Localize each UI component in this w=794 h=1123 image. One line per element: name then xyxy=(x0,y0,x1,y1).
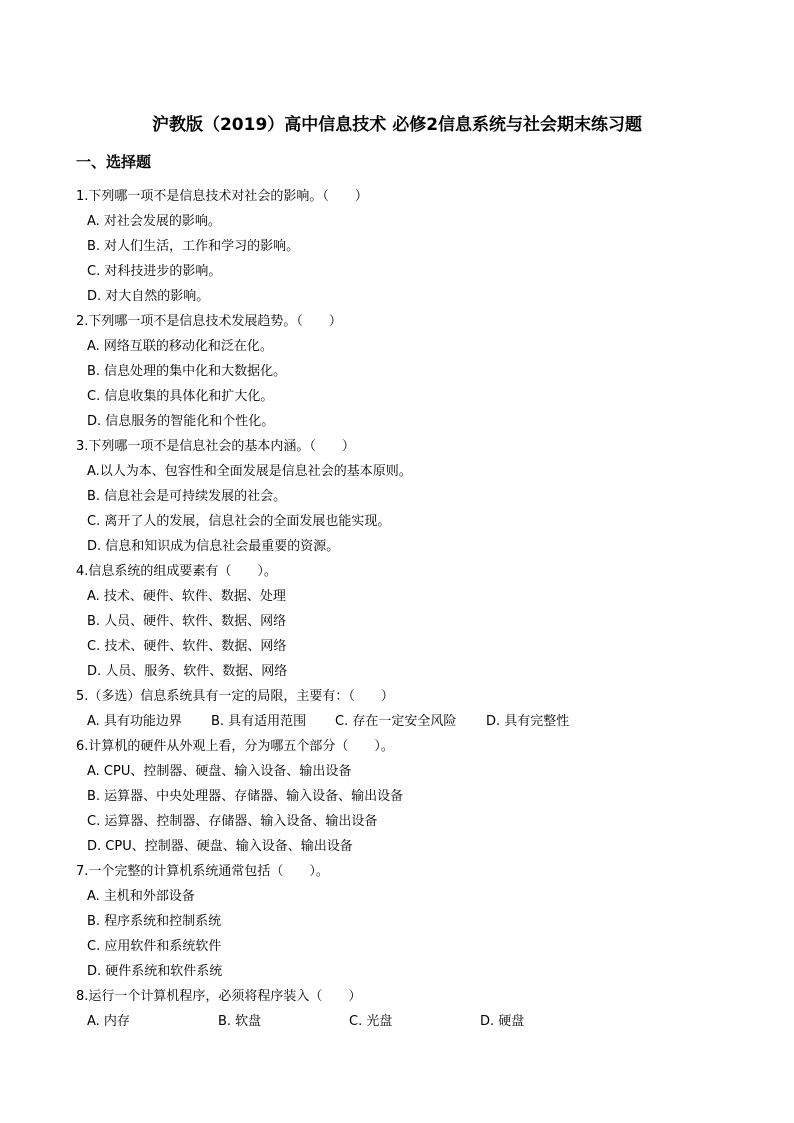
option-6c: C. 运算器、控制器、存储器、输入设备、输出设备 xyxy=(87,814,378,829)
question-list xyxy=(76,184,736,1034)
question-5: 5.（多选）信息系统具有一定的局限，主要有：（ ） xyxy=(76,689,394,704)
option-2b: B. 信息处理的集中化和大数据化。 xyxy=(87,364,287,379)
option-5b: B. 具有适用范围 xyxy=(211,714,307,729)
question-6: 6.计算机的硬件从外观上看，分为哪五个部分（ ）。 xyxy=(76,739,394,754)
question-1: 1.下列哪一项不是信息技术对社会的影响。（ ） xyxy=(76,189,368,204)
option-1b: B. 对人们生活，工作和学习的影响。 xyxy=(87,239,300,254)
option-4c: C. 技术、硬件、软件、数据、网络 xyxy=(87,639,287,654)
option-3c: C. 离开了人的发展，信息社会的全面发展也能实现。 xyxy=(87,514,391,529)
option-5a: A. 具有功能边界 xyxy=(87,714,182,729)
option-8b: B. 软盘 xyxy=(218,1014,262,1029)
option-4d: D. 人员、服务、软件、数据、网络 xyxy=(87,664,288,679)
option-3b: B. 信息社会是可持续发展的社会。 xyxy=(87,489,287,504)
option-8a: A. 内存 xyxy=(87,1014,130,1029)
question-4: 4.信息系统的组成要素有（ ）。 xyxy=(76,564,277,579)
option-2d: D. 信息服务的智能化和个性化。 xyxy=(87,414,275,429)
section-heading: 一、选择题 xyxy=(76,153,152,171)
question-7: 7.一个完整的计算机系统通常包括（ ）。 xyxy=(76,864,329,879)
option-2c: C. 信息收集的具体化和扩大化。 xyxy=(87,389,274,404)
option-3d: D. 信息和知识成为信息社会最重要的资源。 xyxy=(87,539,340,554)
option-8c: C. 光盘 xyxy=(349,1014,393,1029)
question-8: 8.运行一个计算机程序，必须将程序装入（ ） xyxy=(76,989,362,1004)
option-7c: C. 应用软件和系统软件 xyxy=(87,939,222,954)
option-row-5 xyxy=(76,709,736,734)
option-7b: B. 程序系统和控制系统 xyxy=(87,914,222,929)
option-7d: D. 硬件系统和软件系统 xyxy=(87,964,223,979)
option-7a: A. 主机和外部设备 xyxy=(87,889,195,904)
option-3a: A.以人为本、包容性和全面发展是信息社会的基本原则。 xyxy=(87,464,412,479)
option-5c: C. 存在一定安全风险 xyxy=(335,714,457,729)
option-4b: B. 人员、硬件、软件、数据、网络 xyxy=(87,614,287,629)
option-1a: A. 对社会发展的影响。 xyxy=(87,214,221,229)
option-6d: D. CPU、控制器、硬盘、输入设备、输出设备 xyxy=(87,839,353,854)
option-6b: B. 运算器、中央处理器、存储器、输入设备、输出设备 xyxy=(87,789,404,804)
option-2a: A. 网络互联的移动化和泛在化。 xyxy=(87,339,273,354)
option-4a: A. 技术、硬件、软件、数据、处理 xyxy=(87,589,286,604)
option-1c: C. 对科技进步的影响。 xyxy=(87,264,222,279)
question-3: 3.下列哪一项不是信息社会的基本内涵。（ ） xyxy=(76,439,355,454)
question-2: 2.下列哪一项不是信息技术发展趋势。（ ） xyxy=(76,314,342,329)
option-6a: A. CPU、控制器、硬盘、输入设备、输出设备 xyxy=(87,764,352,779)
document-title: 沪教版（2019）高中信息技术 必修2信息系统与社会期末练习题 xyxy=(151,115,643,135)
option-5d: D. 具有完整性 xyxy=(486,714,570,729)
option-8d: D. 硬盘 xyxy=(480,1014,525,1029)
option-1d: D. 对大自然的影响。 xyxy=(87,289,210,304)
option-row-8 xyxy=(76,1009,736,1034)
